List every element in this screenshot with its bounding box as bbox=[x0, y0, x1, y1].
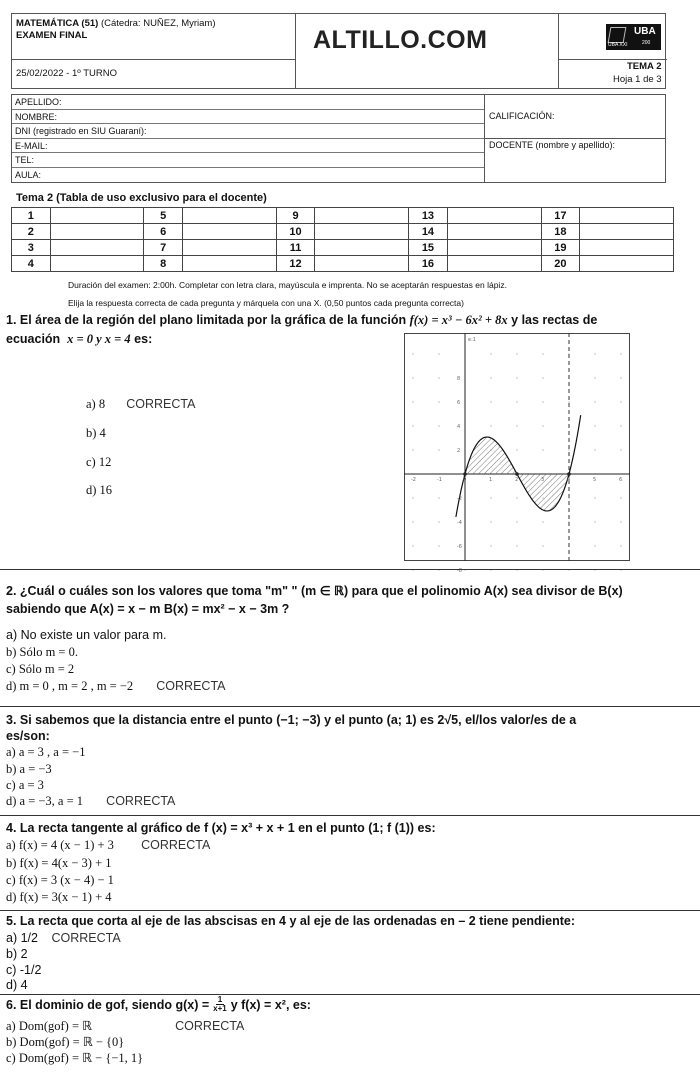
grid-dot bbox=[594, 401, 595, 402]
grid-dot bbox=[490, 377, 491, 378]
q6-option-a[interactable]: a) Dom(gof) = ℝ CORRECTA bbox=[6, 1019, 245, 1033]
answer-cell[interactable] bbox=[580, 208, 674, 224]
answer-table-row bbox=[12, 224, 674, 240]
grid-dot bbox=[620, 401, 621, 402]
answer-cell[interactable] bbox=[580, 224, 674, 240]
q2-option-b[interactable]: b) Sólo m = 0. bbox=[6, 645, 78, 659]
grid-dot bbox=[620, 353, 621, 354]
fraction: $\frac{1}{x+1}$ bbox=[213, 995, 227, 1013]
x-tick-label: 3 bbox=[541, 477, 545, 483]
grid-dot bbox=[490, 521, 491, 522]
grid-dot bbox=[490, 497, 491, 498]
question-number-cell: 5 bbox=[144, 208, 183, 224]
question-number-cell: 3 bbox=[12, 240, 51, 256]
answer-cell[interactable] bbox=[315, 208, 409, 224]
grid-dot bbox=[542, 401, 543, 402]
question-number-cell: 14 bbox=[409, 224, 448, 240]
question-2-line-1: 2. ¿Cuál o cuáles son los valores que toma "m" " (m ∈ ℝ) para que el polinomio A(x) sea divisor de B(x) bbox=[6, 584, 623, 598]
answer-cell[interactable] bbox=[580, 240, 674, 256]
grid-dot bbox=[516, 521, 517, 522]
instructions-line-1: Duración del examen: 2:00h. Completar con letra clara, mayúscula e imprenta. No se aceptarán respuestas en lápiz. bbox=[68, 280, 507, 290]
answer-cell[interactable] bbox=[447, 240, 541, 256]
grid-dot bbox=[594, 545, 595, 546]
answer-table bbox=[11, 207, 674, 272]
q1-option-c[interactable]: c) 12 bbox=[86, 455, 112, 469]
q3-option-c[interactable]: c) a = 3 bbox=[6, 778, 44, 792]
correct-mark: CORRECTA bbox=[126, 397, 196, 411]
correct-mark: CORRECTA bbox=[175, 1019, 245, 1033]
grid-dot bbox=[594, 353, 595, 354]
question-number-cell: 9 bbox=[276, 208, 315, 224]
point-x-4 bbox=[567, 472, 571, 476]
grid-dot bbox=[412, 449, 413, 450]
q1-option-a[interactable]: a) 8 CORRECTA bbox=[86, 397, 196, 411]
question-number-cell: 16 bbox=[409, 256, 448, 272]
x-tick-label: 1 bbox=[489, 477, 493, 483]
answer-table-row bbox=[12, 240, 674, 256]
question-4-text: 4. La recta tangente al gráfico de f (x) = x³ + x + 1 en el punto (1; f (1)) es: bbox=[6, 821, 436, 835]
point-origin bbox=[463, 472, 467, 476]
q5-option-d[interactable]: d) 4 bbox=[6, 978, 28, 992]
grid-dot bbox=[412, 545, 413, 546]
grid-dot bbox=[620, 377, 621, 378]
grid-dot bbox=[412, 521, 413, 522]
question-1-line-2: ecuación x = 0 y x = 4 es: bbox=[6, 332, 153, 346]
uba-logo: UBA UBA XXI 200 bbox=[606, 24, 661, 50]
calificacion-label: CALIFICACIÓN: bbox=[489, 111, 555, 121]
answer-cell[interactable] bbox=[580, 256, 674, 272]
grid-dot bbox=[516, 449, 517, 450]
y-tick-label: 2 bbox=[457, 448, 461, 454]
tema-label: TEMA 2 bbox=[627, 61, 662, 72]
catedra: (Cátedra: NUÑEZ, Myriam) bbox=[100, 18, 216, 29]
graph-corner-label: e:1 bbox=[468, 337, 476, 343]
field-dni[interactable]: DNI (registrado en SIU Guaraní): bbox=[12, 124, 484, 139]
grid-dot bbox=[594, 521, 595, 522]
question-number-cell: 15 bbox=[409, 240, 448, 256]
answer-cell[interactable] bbox=[50, 224, 144, 240]
question-number-cell: 13 bbox=[409, 208, 448, 224]
question-number-cell: 20 bbox=[541, 256, 580, 272]
grid-dot bbox=[568, 449, 569, 450]
grid-dot bbox=[542, 425, 543, 426]
y-tick-label: 4 bbox=[457, 424, 461, 430]
question-number-cell: 7 bbox=[144, 240, 183, 256]
grid-dot bbox=[412, 353, 413, 354]
field-apellido[interactable]: APELLIDO: bbox=[12, 95, 484, 110]
question-number-cell: 18 bbox=[541, 224, 580, 240]
grid-dot bbox=[438, 401, 439, 402]
correct-mark: CORRECTA bbox=[141, 838, 211, 852]
answer-cell[interactable] bbox=[182, 208, 276, 224]
q4-option-b[interactable]: b) f(x) = 4(x − 3) + 1 bbox=[6, 856, 112, 870]
grid-dot bbox=[542, 545, 543, 546]
x-tick-label: 4 bbox=[567, 477, 571, 483]
grid-dot bbox=[412, 425, 413, 426]
q1-option-d[interactable]: d) 16 bbox=[86, 483, 113, 497]
answer-cell[interactable] bbox=[447, 224, 541, 240]
y-tick-label: -4 bbox=[457, 520, 462, 526]
hoja-label: Hoja 1 de 3 bbox=[613, 74, 662, 85]
answer-cell[interactable] bbox=[182, 224, 276, 240]
correct-mark: CORRECTA bbox=[156, 679, 226, 693]
answer-table-row bbox=[12, 208, 674, 224]
question-number-cell: 1 bbox=[12, 208, 51, 224]
grid-dot bbox=[516, 497, 517, 498]
answer-cell[interactable] bbox=[315, 240, 409, 256]
grid-dot bbox=[542, 377, 543, 378]
x-tick-label: 0 bbox=[463, 477, 467, 483]
grid-dot bbox=[438, 353, 439, 354]
question-number-cell: 8 bbox=[144, 256, 183, 272]
grid-dot bbox=[542, 521, 543, 522]
grid-dot bbox=[438, 449, 439, 450]
question-3-line-1: 3. Si sabemos que la distancia entre el punto (−1; −3) y el punto (a; 1) es 2√5, el/los valor/es de a bbox=[6, 713, 577, 727]
x-tick-label: 5 bbox=[593, 477, 597, 483]
q5-option-c[interactable]: c) -1/2 bbox=[6, 963, 42, 977]
q6-option-c[interactable]: c) Dom(gof) = ℝ − {−1, 1} bbox=[6, 1051, 144, 1065]
q3-option-d[interactable]: d) a = −3, a = 1 CORRECTA bbox=[6, 794, 176, 808]
y-tick-label: -2 bbox=[457, 496, 462, 502]
answer-cell[interactable] bbox=[50, 256, 144, 272]
answer-cell[interactable] bbox=[50, 240, 144, 256]
y-tick-label: 8 bbox=[457, 376, 461, 382]
grid-dot bbox=[620, 521, 621, 522]
y-tick-label: -8 bbox=[457, 568, 462, 574]
grid-dot bbox=[438, 497, 439, 498]
grid-dot bbox=[516, 353, 517, 354]
x-tick-label: 6 bbox=[619, 477, 623, 483]
question-number-cell: 2 bbox=[12, 224, 51, 240]
question-number-cell: 4 bbox=[12, 256, 51, 272]
subject: MATEMÁTICA (51) bbox=[16, 18, 99, 29]
question-2-line-2: sabiendo que A(x) = x − m B(x) = mx² − x − 3m ? bbox=[6, 602, 290, 616]
answer-cell[interactable] bbox=[315, 256, 409, 272]
grid-dot bbox=[620, 449, 621, 450]
q5-option-b[interactable]: b) 2 bbox=[6, 947, 28, 961]
y-tick-label: -6 bbox=[457, 544, 462, 550]
subject-line bbox=[16, 18, 216, 29]
grid-dot bbox=[516, 425, 517, 426]
question-5-text: 5. La recta que corta al eje de las abscisas en 4 y al eje de las ordenadas en – 2 tiene pendiente: bbox=[6, 914, 576, 928]
answer-cell[interactable] bbox=[182, 240, 276, 256]
date-turno: 25/02/2022 - 1º TURNO bbox=[16, 68, 117, 79]
question-number-cell: 11 bbox=[276, 240, 315, 256]
q6-option-b[interactable]: b) Dom(gof) = ℝ − {0} bbox=[6, 1035, 125, 1049]
grid-dot bbox=[516, 545, 517, 546]
question-6-text: 6. El dominio de gof, siendo g(x) = $\frac{1}{x+1}$ y f(x) = x², es: bbox=[6, 995, 311, 1013]
x-tick-label: -2 bbox=[411, 477, 416, 483]
question-number-cell: 19 bbox=[541, 240, 580, 256]
grid-dot bbox=[490, 425, 491, 426]
correct-mark: CORRECTA bbox=[106, 794, 176, 808]
grid-dot bbox=[542, 449, 543, 450]
grid-dot bbox=[412, 497, 413, 498]
grid-dot bbox=[594, 377, 595, 378]
grid-dot bbox=[594, 497, 595, 498]
grid-dot bbox=[490, 401, 491, 402]
q3-option-a[interactable]: a) a = 3 , a = −1 bbox=[6, 745, 86, 759]
y-tick-label: 6 bbox=[457, 400, 461, 406]
function-graph bbox=[404, 333, 630, 574]
grid-dot bbox=[438, 521, 439, 522]
field-tel[interactable]: TEL: bbox=[12, 153, 484, 168]
answer-cell[interactable] bbox=[447, 208, 541, 224]
grid-dot bbox=[594, 449, 595, 450]
question-number-cell: 6 bbox=[144, 224, 183, 240]
question-number-cell: 10 bbox=[276, 224, 315, 240]
exam-type: EXAMEN FINAL bbox=[16, 30, 88, 41]
question-1-line-1: 1. El área de la región del plano limitada por la gráfica de la función f(x) = x³ − 6x² + 8x y las rectas de bbox=[6, 313, 598, 327]
field-nombre[interactable]: NOMBRE: bbox=[12, 110, 484, 125]
grid-dot bbox=[542, 353, 543, 354]
grid-dot bbox=[438, 425, 439, 426]
answer-table-row bbox=[12, 256, 674, 272]
q5-option-a[interactable]: a) 1/2 CORRECTA bbox=[6, 931, 121, 945]
grid-dot bbox=[438, 545, 439, 546]
logo-mark-icon bbox=[608, 27, 627, 43]
q1-option-b[interactable]: b) 4 bbox=[86, 426, 106, 440]
q2-option-c[interactable]: c) Sólo m = 2 bbox=[6, 662, 75, 676]
field-aula[interactable]: AULA: bbox=[15, 170, 42, 180]
q4-option-a[interactable]: a) f(x) = 4 (x − 1) + 3 CORRECTA bbox=[6, 838, 211, 852]
brand-title: ALTILLO.COM bbox=[313, 26, 488, 54]
answer-table-title: Tema 2 (Tabla de uso exclusivo para el docente) bbox=[16, 192, 267, 204]
question-number-cell: 12 bbox=[276, 256, 315, 272]
student-info-box bbox=[11, 94, 666, 183]
grid-dot bbox=[516, 401, 517, 402]
answer-cell[interactable] bbox=[50, 208, 144, 224]
grid-dot bbox=[490, 545, 491, 546]
grid-dot bbox=[620, 545, 621, 546]
grid-dot bbox=[438, 377, 439, 378]
correct-mark: CORRECTA bbox=[51, 931, 121, 945]
grid-dot bbox=[594, 425, 595, 426]
grid-dot bbox=[620, 425, 621, 426]
grid-dot bbox=[516, 377, 517, 378]
answer-cell[interactable] bbox=[182, 256, 276, 272]
field-email[interactable]: E-MAIL: bbox=[12, 139, 484, 154]
x-tick-label: 2 bbox=[515, 477, 519, 483]
grid-dot bbox=[412, 401, 413, 402]
grid-dot bbox=[620, 497, 621, 498]
q2-option-d[interactable]: d) m = 0 , m = 2 , m = −2 CORRECTA bbox=[6, 679, 226, 693]
grid-dot bbox=[490, 353, 491, 354]
q2-option-a[interactable]: a) No existe un valor para m. bbox=[6, 628, 167, 642]
docente-label: DOCENTE (nombre y apellido): bbox=[489, 140, 616, 150]
q4-option-c[interactable]: c) f(x) = 3 (x − 4) − 1 bbox=[6, 873, 114, 887]
x-tick-label: -1 bbox=[437, 477, 442, 483]
question-number-cell: 17 bbox=[541, 208, 580, 224]
question-3-line-2: es/son: bbox=[6, 729, 50, 743]
grid-dot bbox=[412, 377, 413, 378]
grid-dot bbox=[568, 401, 569, 402]
q4-option-d[interactable]: d) f(x) = 3(x − 1) + 4 bbox=[6, 890, 112, 904]
instructions-line-2: Elija la respuesta correcta de cada pregunta y márquela con una X. (0,50 puntos cada pregunta correcta) bbox=[68, 298, 464, 308]
answer-cell[interactable] bbox=[447, 256, 541, 272]
point-x-2 bbox=[515, 472, 519, 476]
q3-option-b[interactable]: b) a = −3 bbox=[6, 762, 52, 776]
answer-cell[interactable] bbox=[315, 224, 409, 240]
